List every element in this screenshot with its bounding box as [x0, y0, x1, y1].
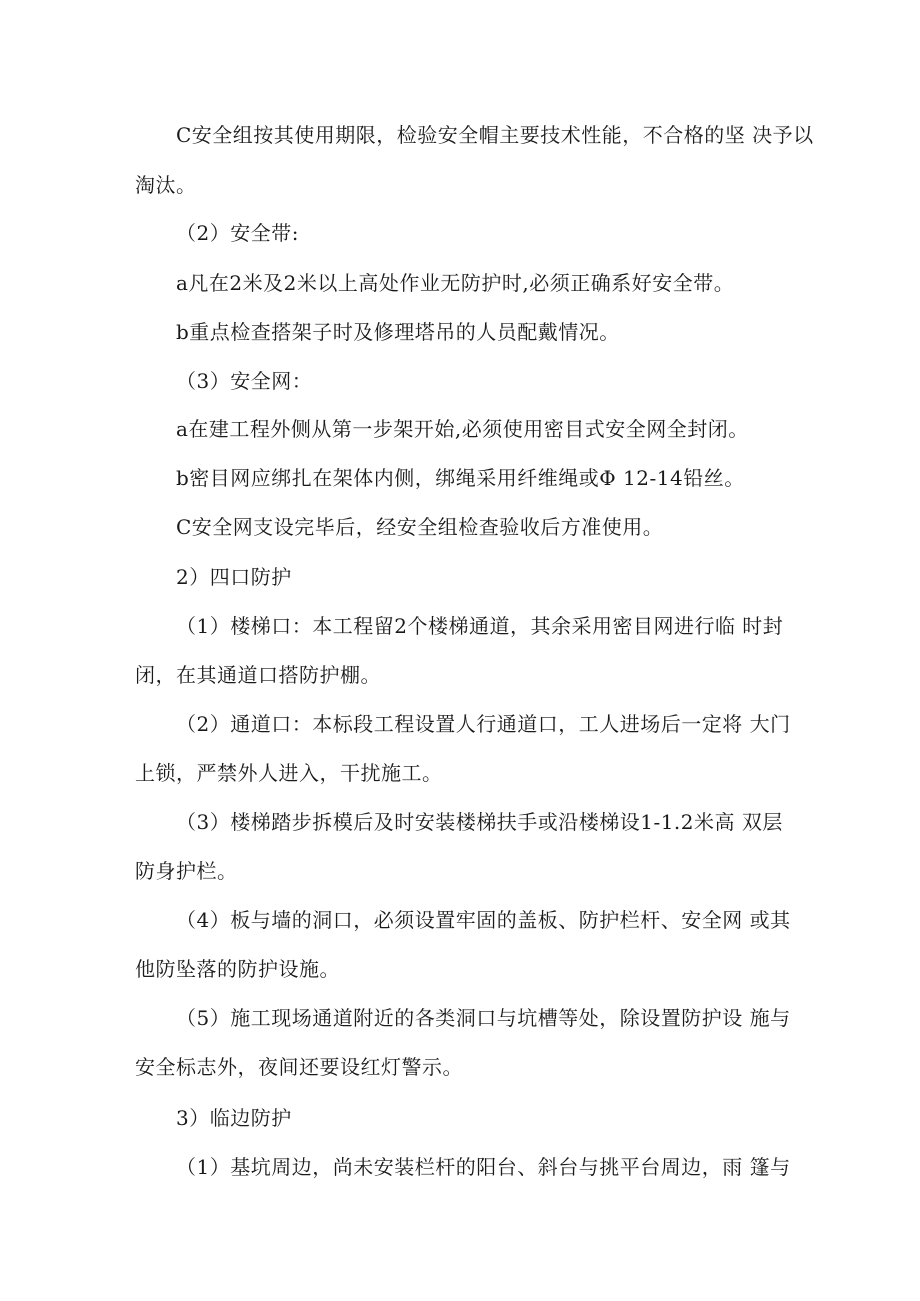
text-line: （5）施工现场通道附近的各类洞口与坑槽等处，除设置防护设 施与 — [176, 1006, 791, 1030]
text-line: 3）临边防护 — [176, 1106, 292, 1130]
text-line: （4）板与墙的洞口，必须设置牢固的盖板、防护栏杆、安全网 或其 — [176, 908, 791, 932]
text-line: 淘汰。 — [135, 173, 197, 197]
text-line: 他防坠落的防护设施。 — [135, 957, 340, 981]
text-line: 闭，在其通道口搭防护棚。 — [135, 663, 381, 687]
text-line: C安全网支设完毕后，经安全组检查验收后方准使用。 — [176, 515, 664, 539]
text-line: 安全标志外，夜间还要设红灯警示。 — [135, 1055, 463, 1079]
text-line: 2）四口防护 — [176, 565, 292, 589]
text-line: （3）楼梯踏步拆模后及时安装楼梯扶手或沿楼梯设1-1.2米高 双层 — [176, 810, 783, 834]
text-line: b重点检查搭架子时及修理塔吊的人员配戴情况。 — [176, 320, 620, 344]
text-line: b密目网应绑扎在架体内侧，绑绳采用纤维绳或Φ 12-14铅丝。 — [176, 466, 745, 490]
text-line: 上锁，严禁外人进入，干扰施工。 — [135, 761, 443, 785]
text-line: a凡在2米及2米以上高处作业无防护时,必须正确系好安全带。 — [176, 271, 735, 295]
text-line: a在建工程外侧从第一步架开始,必须使用密目式安全网全封闭。 — [176, 417, 749, 441]
text-line: （1）楼梯口：本工程留2个楼梯通道，其余采用密目网进行临 时封 — [176, 614, 784, 638]
text-line: C安全组按其使用期限，检验安全帽主要技术性能，不合格的坚 决予以 — [176, 123, 814, 147]
text-line: 防身护栏。 — [135, 859, 238, 883]
text-line: （3）安全网： — [176, 369, 313, 393]
text-line: （1）基坑周边，尚未安装栏杆的阳台、斜台与挑平台周边，雨 篷与 — [176, 1155, 791, 1179]
text-line: （2）安全带: — [176, 221, 299, 245]
text-line: （2）通道口：本标段工程设置人行通道口，工人进场后一定将 大门 — [176, 712, 791, 736]
